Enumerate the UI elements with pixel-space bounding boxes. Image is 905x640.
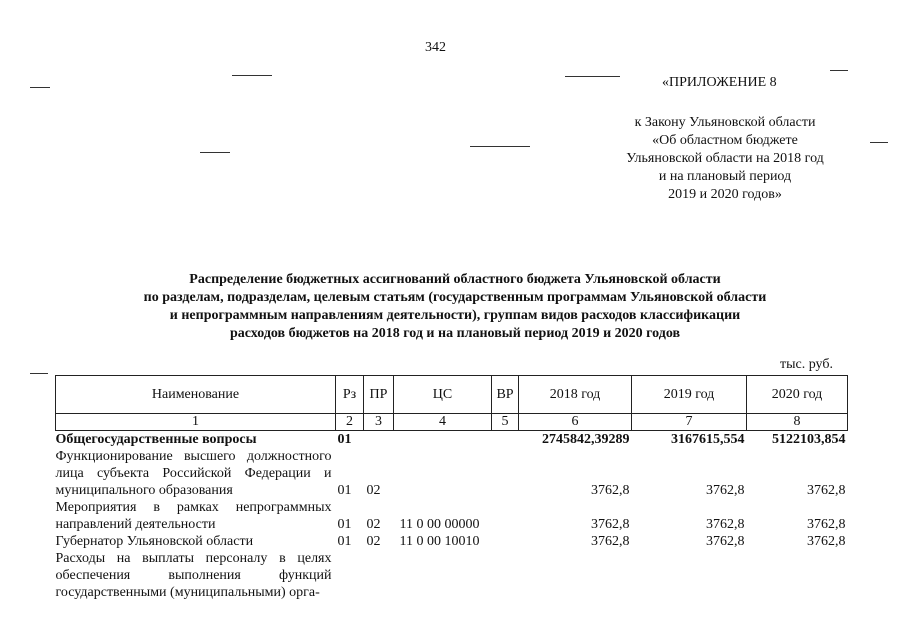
- appendix-line: Ульяновской области на 2018 год: [626, 151, 824, 166]
- row-target-article: [394, 431, 492, 449]
- scan-rule: [200, 152, 230, 153]
- appendix-header: [560, 74, 890, 204]
- row-amount-2019: 3167615,554: [671, 432, 745, 447]
- scan-rule: [30, 87, 50, 88]
- table-row: [56, 499, 848, 533]
- row-amount-2018: 3762,8: [591, 483, 630, 498]
- row-subsection: 02: [366, 483, 381, 498]
- row-name: Общегосударственные вопросы: [55, 432, 257, 447]
- row-amount-2018: 3762,8: [591, 517, 630, 532]
- row-subsection: 02: [366, 534, 381, 549]
- column-number: 6: [519, 414, 632, 431]
- row-section: 01: [337, 517, 352, 532]
- row-amount-2019: 3762,8: [706, 534, 745, 549]
- row-section: [336, 550, 364, 601]
- row-subsection: [364, 550, 394, 601]
- row-section: 01: [337, 534, 352, 549]
- row-section: 01: [337, 432, 352, 447]
- column-number: 8: [747, 414, 848, 431]
- row-name: Мероприятия в рамках непрограммных направлений деятельности: [55, 500, 332, 532]
- header-row: [56, 376, 848, 414]
- table-row: [56, 533, 848, 550]
- row-target-article: [394, 550, 492, 601]
- row-subsection: [364, 431, 394, 449]
- budget-table-body: [56, 431, 848, 602]
- row-expense-type: [492, 499, 519, 533]
- column-header: 2020 год: [747, 376, 848, 414]
- row-expense-type: [492, 550, 519, 601]
- row-target-article: [394, 448, 492, 499]
- appendix-line: «Об областном бюджете: [652, 133, 798, 148]
- document-title: [60, 271, 850, 343]
- row-subsection: 02: [366, 517, 381, 532]
- column-number: 3: [364, 414, 394, 431]
- row-target-article: 11 0 00 10010: [399, 534, 480, 549]
- column-number: 5: [492, 414, 519, 431]
- page-number: 342: [425, 40, 446, 55]
- column-header: Наименование: [56, 376, 336, 414]
- column-header: 2018 год: [519, 376, 632, 414]
- scan-rule: [830, 70, 848, 71]
- appendix-line: 2019 и 2020 годов»: [668, 187, 782, 202]
- row-amount-2018: 2745842,39289: [542, 432, 630, 447]
- row-amount-2020: 3762,8: [807, 517, 846, 532]
- row-amount-2018: 3762,8: [591, 534, 630, 549]
- row-amount-2020: 3762,8: [807, 534, 846, 549]
- column-header: 2019 год: [632, 376, 747, 414]
- scan-rule: [470, 146, 530, 147]
- row-expense-type: [492, 533, 519, 550]
- document-title-line: по разделам, подразделам, целевым статьям (государственным программам Ульяновской области: [143, 290, 767, 305]
- column-number: 7: [632, 414, 747, 431]
- row-expense-type: [492, 448, 519, 499]
- row-name: Расходы на выплаты персоналу в целях обеспечения выполнения функций государственными (муниципальными) орга-: [55, 551, 332, 600]
- scan-rule: [30, 373, 48, 374]
- row-amount-2019: 3762,8: [706, 483, 745, 498]
- table-row: [56, 448, 848, 499]
- appendix-line: и на плановый период: [658, 169, 792, 184]
- column-number-row: [56, 414, 848, 431]
- appendix-line: к Закону Ульяновской области: [634, 115, 816, 130]
- column-header: ПР: [364, 376, 394, 414]
- document-title-line: и непрограммным направлениям деятельности), группам видов расходов классификации: [169, 308, 741, 323]
- column-header: Рз: [336, 376, 364, 414]
- appendix-title: «ПРИЛОЖЕНИЕ 8: [662, 75, 777, 90]
- row-amount-2020: 5122103,854: [772, 432, 846, 447]
- unit-label: тыс. руб.: [780, 357, 833, 372]
- document-title-line: расходов бюджетов на 2018 год и на плановый период 2019 и 2020 годов: [229, 326, 681, 341]
- row-amount-2020: 3762,8: [807, 483, 846, 498]
- table-row: [56, 431, 848, 449]
- row-expense-type: [492, 431, 519, 449]
- column-header: ЦС: [394, 376, 492, 414]
- row-name: Функционирование высшего должностного лица субъекта Российской Федерации и муниципального образования: [55, 449, 332, 498]
- document-title-line: Распределение бюджетных ассигнований областного бюджета Ульяновской области: [189, 272, 721, 287]
- budget-table: [55, 375, 848, 601]
- row-target-article: 11 0 00 00000: [399, 517, 480, 532]
- column-header: ВР: [492, 376, 519, 414]
- row-section: 01: [337, 483, 352, 498]
- scan-rule: [232, 75, 272, 76]
- appendix-lines: [560, 114, 890, 204]
- row-amount-2020: [747, 550, 848, 601]
- row-amount-2018: [519, 550, 632, 601]
- row-name: Губернатор Ульяновской области: [55, 534, 254, 549]
- column-number: 2: [336, 414, 364, 431]
- column-number: 4: [394, 414, 492, 431]
- row-amount-2019: 3762,8: [706, 517, 745, 532]
- row-amount-2019: [632, 550, 747, 601]
- table-row: [56, 550, 848, 601]
- column-number: 1: [56, 414, 336, 431]
